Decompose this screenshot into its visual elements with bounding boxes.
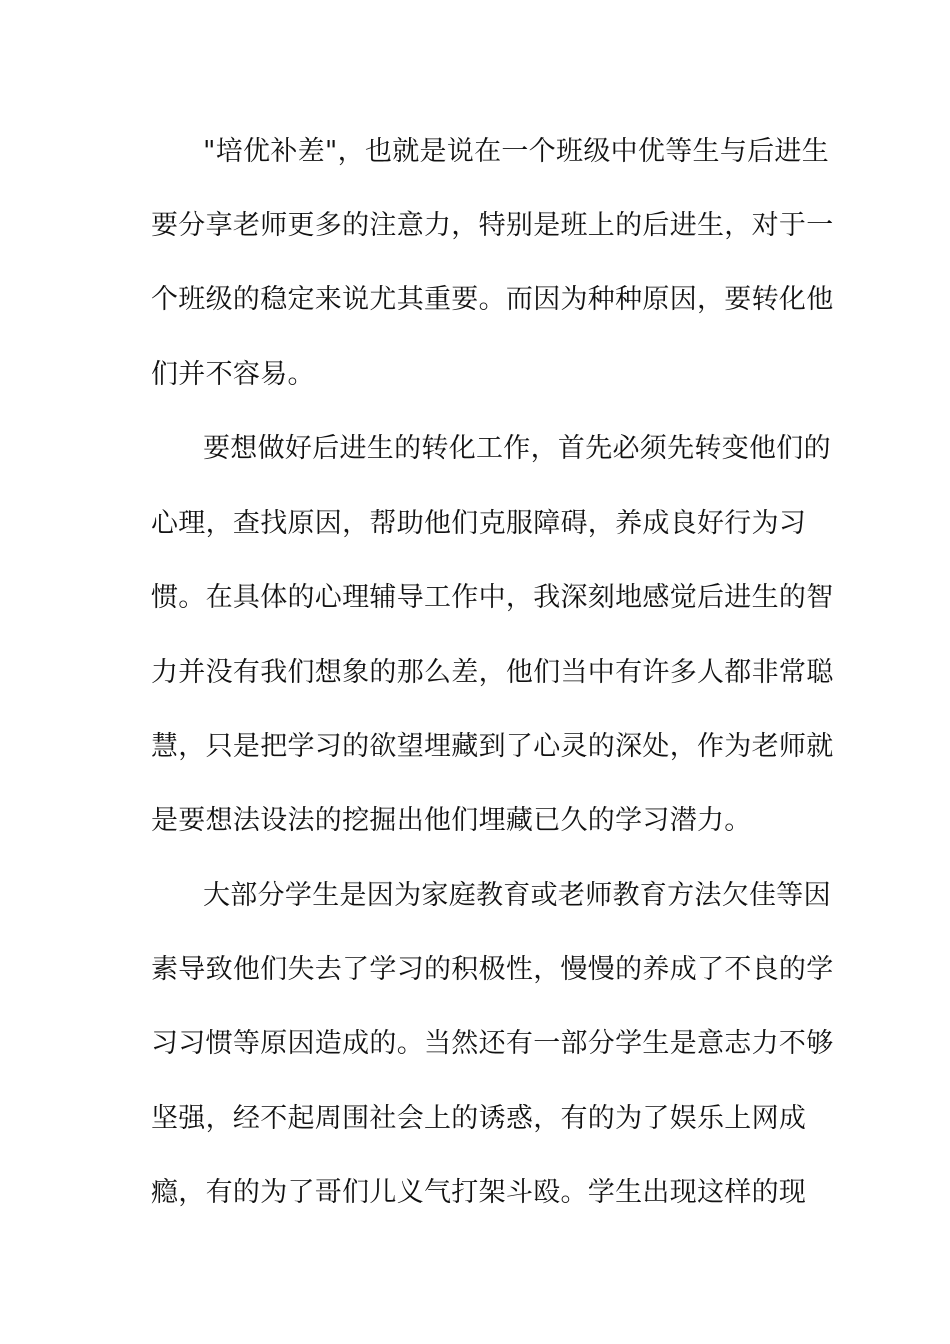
paragraph-2-line-2: 心理，查找原因，帮助他们克服障碍，养成良好行为习 bbox=[151, 508, 807, 539]
paragraph-2-line-3: 惯。在具体的心理辅导工作中，我深刻地感觉后进生的智 bbox=[151, 582, 834, 613]
paragraph-3-line-4: 坚强，经不起周围社会上的诱惑，有的为了娱乐上网成 bbox=[151, 1103, 807, 1134]
paragraph-1-line-4: 们并不容易。 bbox=[151, 359, 315, 390]
paragraph-1-line-2: 要分享老师更多的注意力，特别是班上的后进生，对于一 bbox=[151, 210, 834, 241]
paragraph-2-line-1: 要想做好后进生的转化工作，首先必须先转变他们的 bbox=[203, 433, 831, 464]
paragraph-2-line-5: 慧，只是把学习的欲望埋藏到了心灵的深处，作为老师就 bbox=[151, 731, 834, 762]
paragraph-3-line-3: 习习惯等原因造成的。当然还有一部分学生是意志力不够 bbox=[151, 1028, 834, 1059]
paragraph-2-line-4: 力并没有我们想象的那么差，他们当中有许多人都非常聪 bbox=[151, 657, 834, 688]
paragraph-1-line-1: "培优补差"，也就是说在一个班级中优等生与后进生 bbox=[203, 136, 830, 167]
paragraph-1-line-3: 个班级的稳定来说尤其重要。而因为种种原因，要转化他 bbox=[151, 284, 834, 315]
paragraph-2-line-6: 是要想法设法的挖掘出他们埋藏已久的学习潜力。 bbox=[151, 805, 752, 836]
paragraph-3-line-5: 瘾，有的为了哥们儿义气打架斗殴。学生出现这样的现 bbox=[151, 1177, 807, 1208]
paragraph-3-line-2: 素导致他们失去了学习的积极性，慢慢的养成了不良的学 bbox=[151, 954, 834, 985]
paragraph-3-line-1: 大部分学生是因为家庭教育或老师教育方法欠佳等因 bbox=[203, 880, 831, 911]
